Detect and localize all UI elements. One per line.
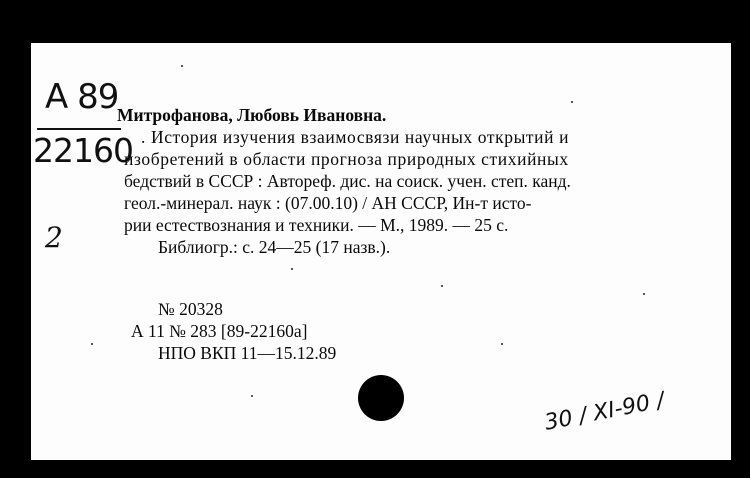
call-number-top: A 89 bbox=[45, 77, 119, 117]
publisher-line: НПО ВКП 11—15.12.89 bbox=[158, 343, 337, 363]
author-heading: Митрофанова, Любовь Ивановна. bbox=[117, 105, 387, 125]
speck bbox=[181, 65, 183, 67]
title-line: рии естествознания и техники. — М., 1989. — 25 с. bbox=[124, 215, 509, 235]
call-number-bottom: 22160 bbox=[33, 131, 133, 170]
title-line: геол.-минерал. наук : (07.00.10) / АН СССР, Ин-т исто- bbox=[124, 193, 532, 213]
speck bbox=[571, 101, 573, 103]
accession-line: А 11 № 283 [89-22160а] bbox=[131, 321, 308, 341]
speck bbox=[251, 395, 253, 397]
registry-number: № 20328 bbox=[158, 299, 223, 319]
volume-mark: 2 bbox=[45, 221, 63, 254]
speck bbox=[643, 293, 645, 295]
punch-hole bbox=[358, 375, 404, 421]
speck bbox=[291, 268, 293, 270]
call-number-divider bbox=[37, 128, 121, 130]
speck bbox=[501, 343, 503, 345]
speck bbox=[441, 285, 443, 287]
title-line: изобретений в области прогноза природных стихийных bbox=[124, 149, 569, 169]
title-line: . История изучения взаимосвязи научных открытий и bbox=[141, 127, 570, 147]
handwritten-date-stamp: 30 / XI-90 / bbox=[542, 388, 667, 436]
bibliography-note: Библиогр.: с. 24—25 (17 назв.). bbox=[158, 237, 391, 257]
title-line: бедствий в СССР : Автореф. дис. на соиск. учен. степ. канд. bbox=[124, 171, 571, 191]
speck bbox=[91, 343, 93, 345]
catalog-card bbox=[31, 43, 731, 460]
